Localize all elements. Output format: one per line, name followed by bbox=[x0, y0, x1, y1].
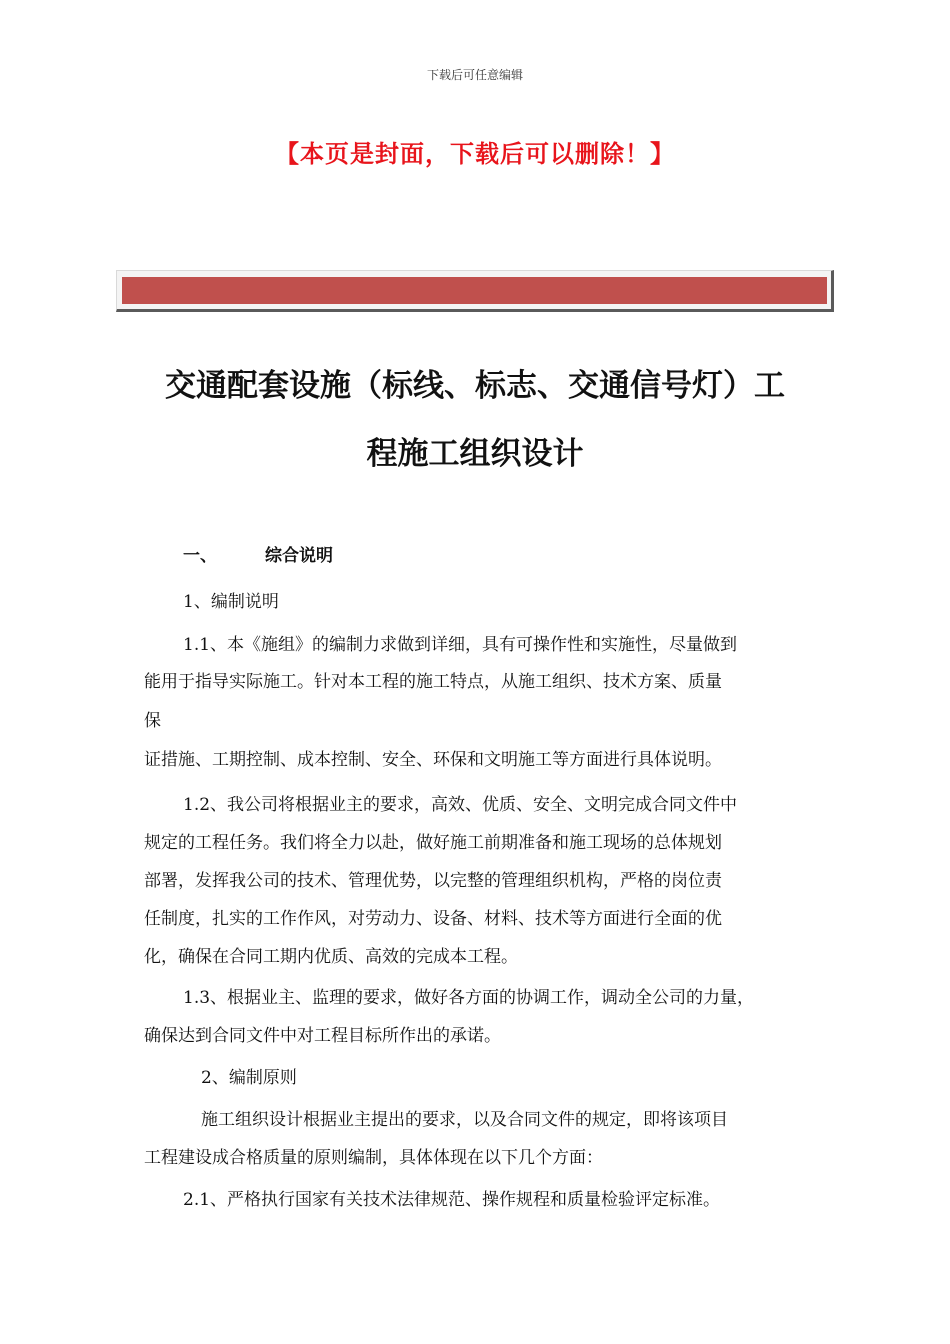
section-title: 综合说明 bbox=[265, 546, 333, 566]
document-title bbox=[120, 352, 830, 488]
paragraph-line: 工程建设成合格质量的原则编制，具体体现在以下几个方面： bbox=[144, 1148, 603, 1168]
paragraph-line: 确保达到合同文件中对工程目标所作出的承诺。 bbox=[144, 1026, 501, 1046]
paragraph-line: 化，确保在合同工期内优质、高效的完成本工程。 bbox=[144, 947, 518, 967]
cover-notice: 【本页是封面，下载后可以删除！】 bbox=[275, 140, 675, 168]
paragraph-line: 部署，发挥我公司的技术、管理优势，以完整的管理组织机构，严格的岗位责 bbox=[144, 871, 722, 891]
paragraph-line: 1.3、根据业主、监理的要求，做好各方面的协调工作，调动全公司的力量， bbox=[183, 988, 755, 1008]
document-title-line-2: 程施工组织设计 bbox=[366, 436, 584, 472]
paragraph-line: 1.2、我公司将根据业主的要求，高效、优质、安全、文明完成合同文件中 bbox=[183, 795, 738, 815]
paragraph-line: 施工组织设计根据业主提出的要求，以及合同文件的规定，即将该项目 bbox=[201, 1110, 728, 1130]
paragraph-line: 任制度，扎实的工作作风，对劳动力、设备、材料、技术等方面进行全面的优 bbox=[144, 909, 722, 929]
paragraph-line: 2.1、严格执行国家有关技术法律规范、操作规程和质量检验评定标准。 bbox=[183, 1190, 721, 1210]
paragraph-line: 1.1、本《施组》的编制力求做到详细，具有可操作性和实施性，尽量做到 bbox=[183, 635, 738, 655]
subsection-heading: 1、编制说明 bbox=[183, 592, 279, 612]
document-title-line-1: 交通配套设施（标线、标志、交通信号灯）工 bbox=[165, 368, 785, 404]
title-banner-bar bbox=[122, 277, 827, 304]
paragraph-line: 保 bbox=[144, 711, 161, 731]
paragraph-line: 规定的工程任务。我们将全力以赴，做好施工前期准备和施工现场的总体规划 bbox=[144, 833, 722, 853]
subsection-heading: 2、编制原则 bbox=[201, 1068, 297, 1088]
section-number: 一、 bbox=[183, 546, 217, 566]
paragraph-line: 证措施、工期控制、成本控制、安全、环保和文明施工等方面进行具体说明。 bbox=[144, 750, 722, 770]
header-note: 下载后可任意编辑 bbox=[426, 68, 523, 82]
section-heading bbox=[183, 541, 333, 566]
title-banner bbox=[116, 270, 834, 312]
paragraph-line: 能用于指导实际施工。针对本工程的施工特点，从施工组织、技术方案、质量 bbox=[144, 672, 722, 692]
